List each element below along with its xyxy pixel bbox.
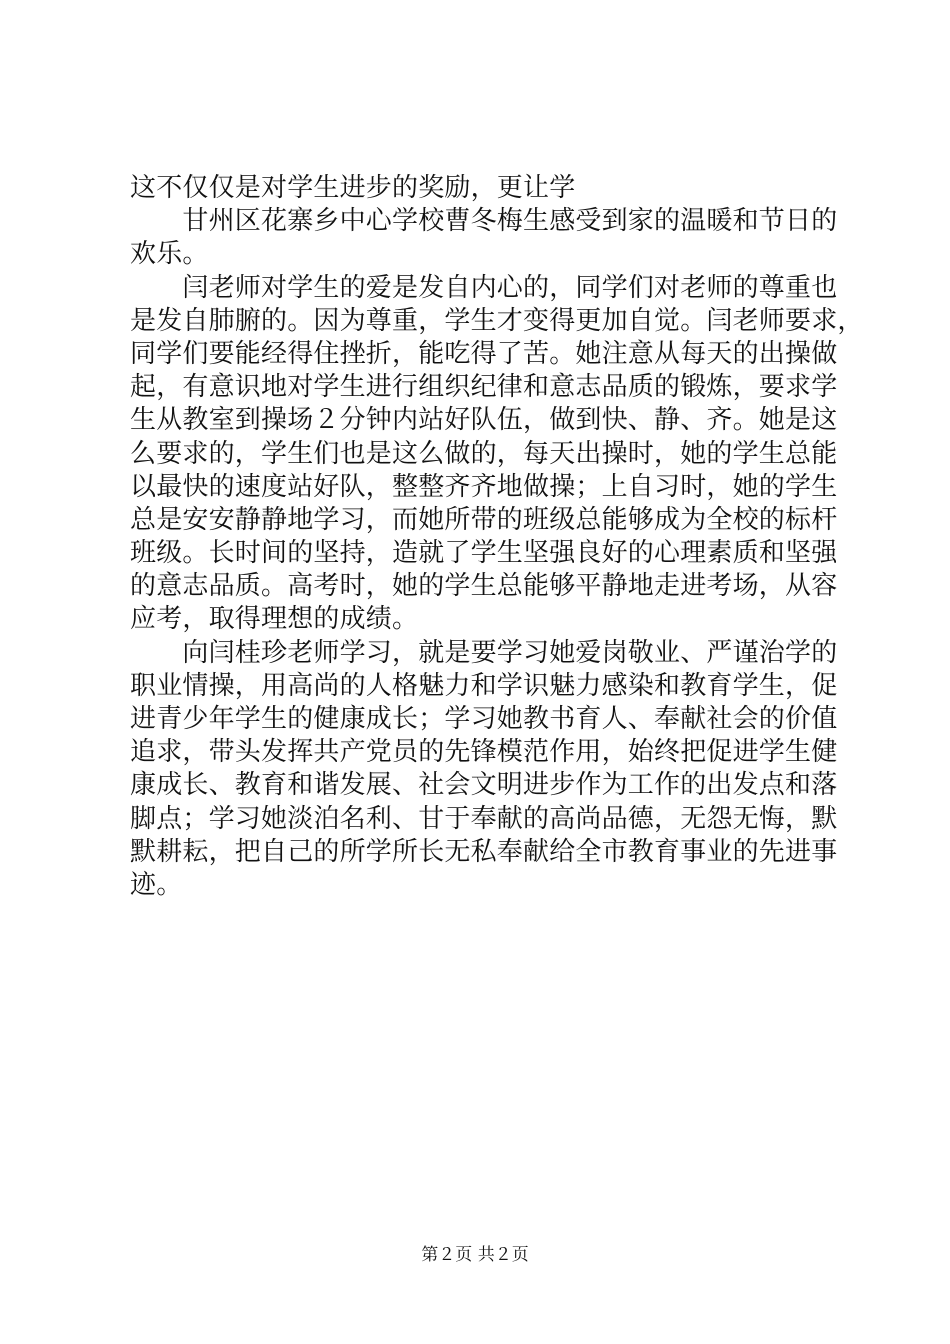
text-line: 甘州区花寨乡中心学校曹冬梅生感受到家的温暖和节日的 [130, 206, 838, 237]
text-line: 闫老师对学生的爱是发自内心的，同学们对老师的尊重也 [130, 272, 838, 303]
text-line: 生从教室到操场２分钟内站好队伍，做到快、静、齐。她是这 [130, 405, 838, 436]
text-line: 进青少年学生的健康成长；学习她教书育人、奉献社会的价值 [130, 704, 838, 734]
text-line: 的意志品质。高考时，她的学生总能够平静地走进考场，从容 [130, 571, 838, 602]
text-line: 是发自肺腑的。因为尊重，学生才变得更加自觉。闫老师要求， [130, 305, 864, 336]
text-line: 迹。 [130, 869, 183, 900]
text-line: 这不仅仅是对学生进步的奖励，更让学 [130, 173, 576, 203]
text-line: 同学们要能经得住挫折，能吃得了苦。她注意从每天的出操做 [130, 338, 838, 369]
text-line: 应考，取得理想的成绩。 [130, 604, 419, 635]
text-line: 追求，带头发挥共产党员的先锋模范作用，始终把促进学生健 [130, 737, 838, 768]
text-line: 总是安安静静地学习，而她所带的班级总能够成为全校的标杆 [130, 504, 838, 535]
document-body [130, 172, 864, 902]
text-line: 欢乐。 [130, 239, 209, 270]
text-line: 脚点；学习她淡泊名利、甘于奉献的高尚品德，无怨无悔，默 [130, 803, 838, 834]
text-line: 班级。长时间的坚持，造就了学生坚强良好的心理素质和坚强 [130, 538, 838, 569]
text-line: 起，有意识地对学生进行组织纪律和意志品质的锻炼，要求学 [130, 372, 838, 403]
page-number-footer: 第２页 共２页 [421, 1245, 529, 1265]
text-line: 以最快的速度站好队，整整齐齐地做操；上自习时，她的学生 [130, 471, 838, 502]
text-line: 康成长、教育和谐发展、社会文明进步作为工作的出发点和落 [130, 770, 838, 801]
text-line: 么要求的，学生们也是这么做的，每天出操时，她的学生总能 [130, 438, 838, 469]
text-line: 向闫桂珍老师学习，就是要学习她爱岗敬业、严谨治学的 [130, 637, 838, 668]
text-line: 职业情操，用高尚的人格魅力和学识魅力感染和教育学生，促 [130, 670, 838, 701]
text-line: 默耕耘，把自己的所学所长无私奉献给全市教育事业的先进事 [130, 836, 838, 867]
